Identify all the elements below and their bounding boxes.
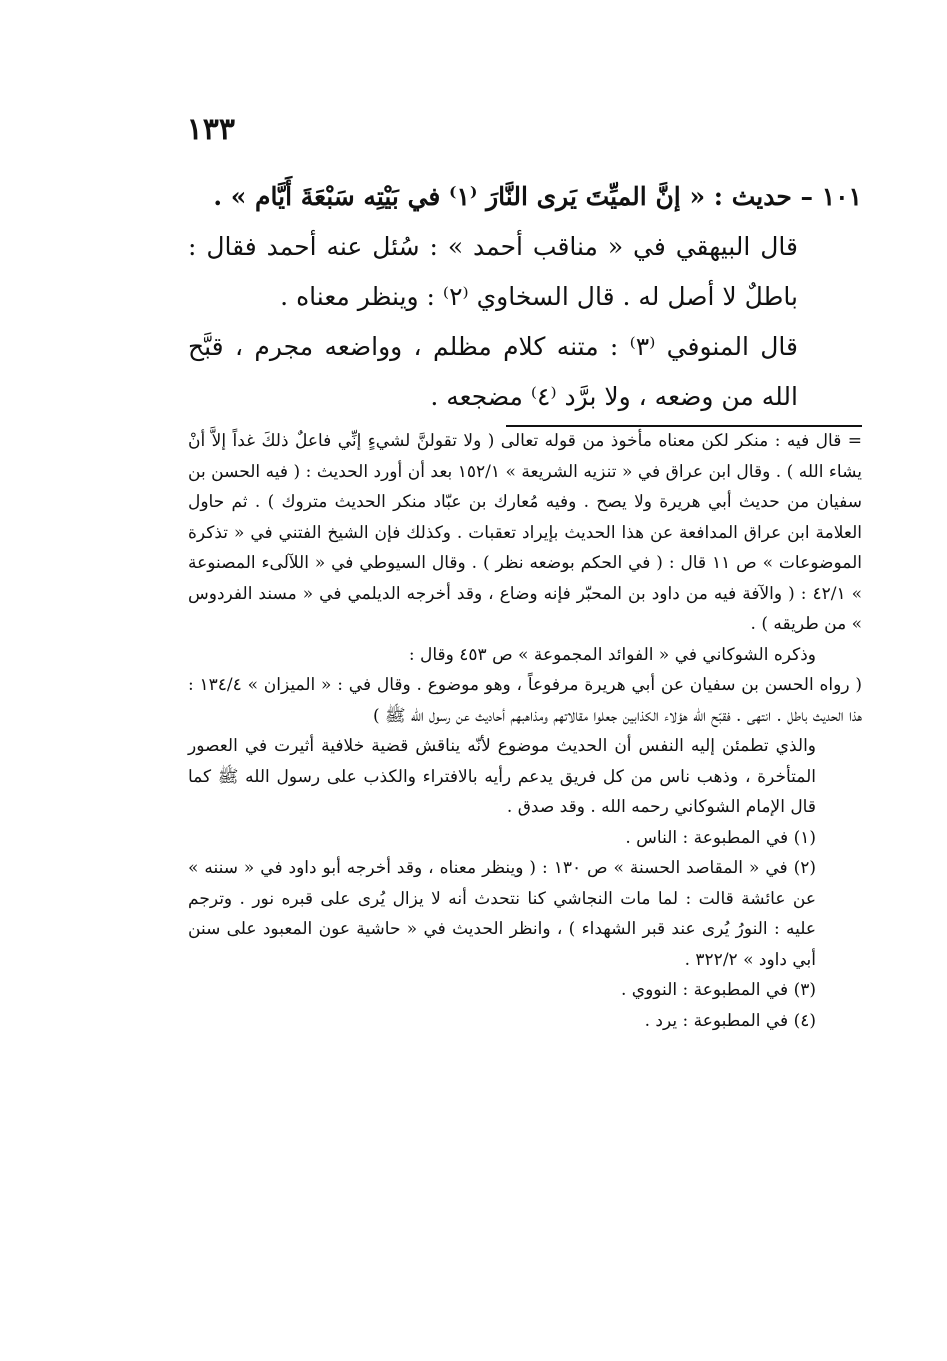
footnote-item: (٣) في المطبوعة : النووي . xyxy=(620,980,816,1000)
page-number: ١٣٣ xyxy=(186,112,235,147)
footnote-continuation: = قال فيه : منكر لكن معناه مأخوذ من قوله تعالى ( ولا تقولنَّ لشيءٍ إنِّي فاعلٌ ذلكَ غداً إلاَّ أنْ يشاء الله ) . وقال ابن عراق في « تنزيه الشريعة » ١٥٢/١ بعد أن أورد الحديث : ( فيه الحسن بن سفيان من حديث أبي هريرة ولا يصح . وفيه مُعارك بن عبّاد منكر الحديث متروك ) . ثم حاول العلامة ابن عراق المدافعة عن هذا الحديث بإيراد تعقبات . وكذلك فإن الشيخ الفتني في « تذكرة الموضوعات » ص ١١ قال : ( في الحكم بوضعه نظر ) . وقال السيوطي في « اللآلىء المصنوعة » ٤٢/١ : ( والآفة فيه من داود بن المحبّر فإنه وضاع ، وقد أخرجه الديلمي في « مسند الفردوس » من طريقه ) . xyxy=(188,431,863,634)
footnote-continuation: والذي تطمئن إليه النفس أن الحديث موضوع لأنّه يناقش قضية خلافية أثيرت في العصور المتأخرة ، وذهب ناس من كل فريق يدعم رأيه بالافتراء والكذب على رسول الله ﷺ كما قال الإمام الشوكاني رحمه الله . وقد صدق . xyxy=(188,736,816,817)
main-paragraph: قال المنوفي ⁽٣⁾ : متنه كلام مظلم ، وواضعه مجرم ، قبَّح الله من وضعه ، ولا برَّد ⁽٤⁾ مضجعه . xyxy=(188,332,798,411)
footnotes xyxy=(188,426,862,1036)
footnote-item: (١) في المطبوعة : الناس . xyxy=(625,827,816,848)
main-paragraph: قال البيهقي في « مناقب أحمد » : سُئل عنه أحمد فقال : باطلٌ لا أصل له . قال السخاوي ⁽٢⁾ : وينظر معناه . xyxy=(188,232,798,311)
footnote-continuation: وذكره الشوكاني في « الفوائد المجموعة » ص ٤٥٣ وقال : xyxy=(408,644,816,665)
main-text xyxy=(188,172,862,422)
footnote-continuation: ( رواه الحسن بن سفيان عن أبي هريرة مرفوعاً ، وهو موضوع . وقال في : « الميزان » ١٣٤/٤ : هذا الحديث باطل . انتهى . فقبّح الله هؤلاء الكذابين جعلوا مقالاتهم ومذاهبهم أحاديث عن رسول الله ﷺ ) xyxy=(188,675,862,726)
hadith-heading: ١٠١ – حديث : « إنَّ الميِّتَ يَرى النَّارَ ⁽١⁾ في بَيْتِه سَبْعَةَ أَيَّام » . xyxy=(213,182,862,211)
footnote-item: (٢) في « المقاصد الحسنة » ص ١٣٠ : ( وينظر معناه ، وقد أخرجه أبو داود في « سننه » عن عائشة قالت : لما مات النجاشي كنا نتحدث أنه لا يزال يُرى على قبره نور . وترجم عليه : النورُ يُرى عند قبر الشهداء ) ، وانظر الحديث في « حاشية عون المعبود على سنن أبي داود » ٣٢٢/٢ . xyxy=(188,858,816,970)
footnote-item: (٤) في المطبوعة : يرد . xyxy=(644,1010,816,1031)
